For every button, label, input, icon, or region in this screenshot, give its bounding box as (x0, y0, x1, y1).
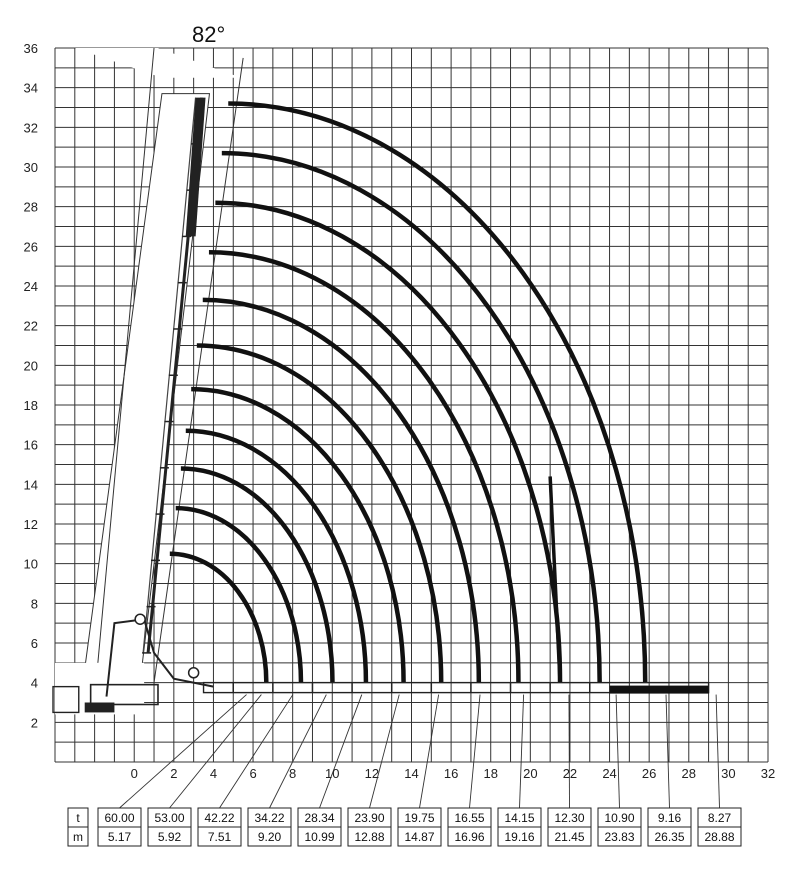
x-tick-label: 4 (209, 766, 218, 781)
load-value: 60.00 (104, 811, 135, 825)
radius-value: 28.88 (704, 830, 735, 844)
y-tick-label: 28 (23, 199, 38, 215)
knuckle-joint (189, 668, 199, 678)
load-value: 19.75 (404, 811, 435, 825)
load-value: 53.00 (154, 811, 185, 825)
row-label-radius: m (73, 830, 83, 844)
horizontal-boom-tip (610, 686, 709, 694)
y-tick-label: 20 (23, 358, 38, 374)
x-tick-label: 6 (249, 766, 257, 781)
y-tick-label: 22 (23, 318, 38, 334)
radius-leader-line (569, 695, 570, 808)
y-tick-label: 24 (23, 279, 38, 294)
radius-leader-line (716, 695, 719, 808)
x-tick-label: 30 (721, 766, 736, 781)
load-value: 14.15 (504, 811, 535, 825)
y-tick-label: 34 (23, 80, 38, 96)
x-tick-label: 14 (404, 766, 419, 781)
y-tick-label: 14 (23, 477, 38, 493)
y-tick-label: 30 (23, 160, 38, 175)
x-tick-label: 12 (364, 766, 380, 781)
load-value: 12.30 (554, 811, 585, 825)
load-value: 8.27 (707, 811, 732, 825)
load-value: 34.22 (254, 811, 285, 825)
pivot-joint (135, 614, 145, 624)
y-tick-label: 10 (23, 556, 38, 572)
boom-envelope (55, 48, 243, 714)
load-value: 16.55 (454, 811, 485, 825)
x-tick-label: 10 (325, 766, 340, 781)
radius-value: 5.17 (107, 830, 132, 844)
radius-value: 14.87 (404, 830, 435, 844)
load-value: 9.16 (657, 811, 682, 825)
boom-envelope-top (75, 48, 241, 78)
x-tick-label: 16 (443, 766, 459, 781)
radius-leader-line (320, 695, 362, 808)
x-tick-label: 18 (483, 766, 498, 781)
y-tick-label: 32 (23, 120, 38, 136)
x-tick-label: 28 (681, 766, 697, 781)
y-tick-label: 18 (23, 398, 38, 413)
radius-leader-line (420, 695, 439, 808)
lift-arc (215, 203, 560, 683)
y-tick-label: 4 (30, 675, 38, 691)
x-tick-label: 32 (760, 766, 776, 781)
radius-value: 7.51 (207, 830, 232, 844)
y-tick-label: 36 (23, 41, 38, 56)
x-tick-label: 2 (170, 766, 178, 781)
radius-value: 10.99 (304, 830, 335, 844)
radius-leader-line (220, 695, 293, 808)
radius-leader-line (616, 695, 619, 808)
radius-value: 5.92 (157, 830, 182, 844)
x-tick-label: 26 (641, 766, 657, 781)
radius-value: 19.16 (504, 830, 535, 844)
load-value: 42.22 (204, 811, 235, 825)
load-radius-table (68, 808, 741, 846)
y-tick-label: 8 (30, 596, 38, 612)
radius-value: 23.83 (604, 830, 635, 844)
radius-value: 21.45 (554, 830, 585, 844)
radius-leader-line (520, 695, 524, 808)
radius-leader-line (370, 695, 400, 808)
load-value: 10.90 (604, 811, 635, 825)
truck-outrigger (85, 703, 115, 713)
x-tick-label: 0 (130, 766, 138, 781)
x-tick-label: 8 (289, 766, 297, 781)
radius-value: 9.20 (257, 830, 282, 844)
radius-value: 16.96 (454, 830, 485, 844)
load-value: 28.34 (304, 811, 335, 825)
y-tick-label: 26 (23, 239, 38, 255)
x-tick-label: 24 (602, 766, 617, 781)
row-label-load: t (76, 811, 80, 825)
radius-leader-line (270, 695, 327, 808)
y-tick-label: 16 (23, 437, 38, 453)
y-tick-label: 2 (30, 715, 38, 731)
y-tick-label: 12 (23, 517, 38, 532)
lift-arcs (170, 104, 645, 683)
boom-angle-label: 82° (192, 22, 226, 47)
y-tick-label: 6 (30, 636, 38, 651)
x-tick-label: 22 (562, 766, 578, 781)
radius-value: 12.88 (354, 830, 385, 844)
x-tick-label: 20 (523, 766, 538, 781)
load-value: 23.90 (354, 811, 385, 825)
radius-value: 26.35 (654, 830, 685, 844)
